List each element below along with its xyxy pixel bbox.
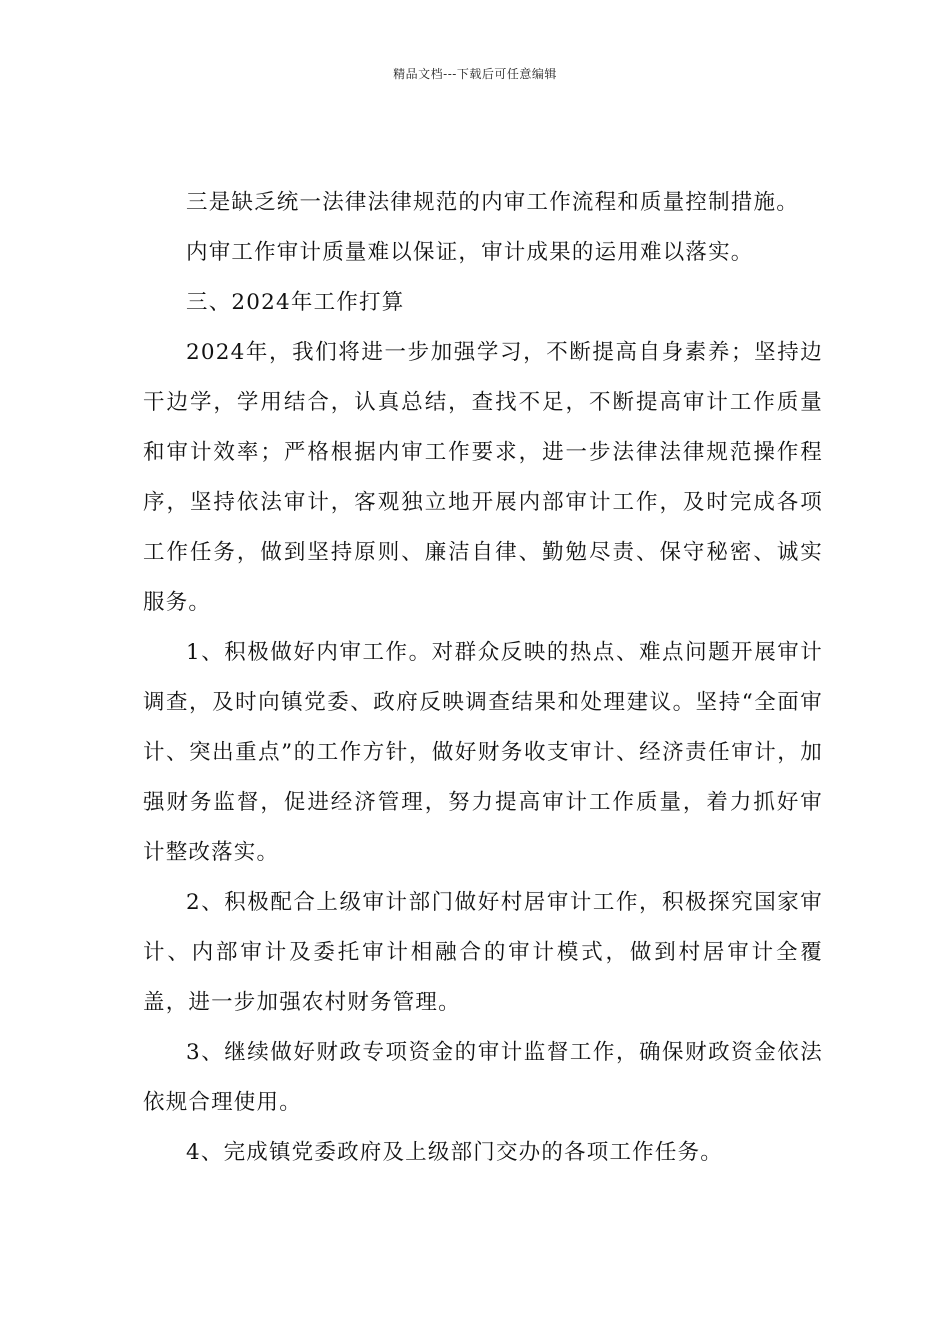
page-header: 精品文档---下载后可任意编辑 (393, 67, 557, 81)
list-item: 2、积极配合上级审计部门做好村居审计工作，积极探究国家审计、内部审计及委托审计相融合的审计模式，做到村居审计全覆盖，进一步加强农村财务管理。 (143, 890, 823, 1015)
paragraph: 2024年，我们将进一步加强学习，不断提高自身素养；坚持边干边学，学用结合，认真总结，查找不足，不断提高审计工作质量和审计效率；严格根据内审工作要求，进一步法律法律规范操作程序，坚持依法审计，客观独立地开展内部审计工作，及时完成各项工作任务，做到坚持原则、廉洁自律、勤勉尽责、保守秘密、诚实服务。 (143, 340, 823, 615)
list-item: 3、继续做好财政专项资金的审计监督工作，确保财政资金依法依规合理使用。 (143, 1040, 823, 1115)
section-heading: 三、2024年工作打算 (186, 290, 405, 315)
paragraph: 内审工作审计质量难以保证，审计成果的运用难以落实。 (186, 240, 754, 265)
document-body (143, 178, 823, 1178)
list-item: 4、完成镇党委政府及上级部门交办的各项工作任务。 (186, 1140, 723, 1165)
paragraph: 三是缺乏统一法律法律规范的内审工作流程和质量控制措施。 (186, 190, 799, 215)
list-item: 1、积极做好内审工作。对群众反映的热点、难点问题开展审计调查，及时向镇党委、政府反映调查结果和处理建议。坚持“全面审计、突出重点”的工作方针，做好财务收支审计、经济责任审计，加强财务监督，促进经济管理，努力提高审计工作质量，着力抓好审计整改落实。 (143, 640, 823, 865)
